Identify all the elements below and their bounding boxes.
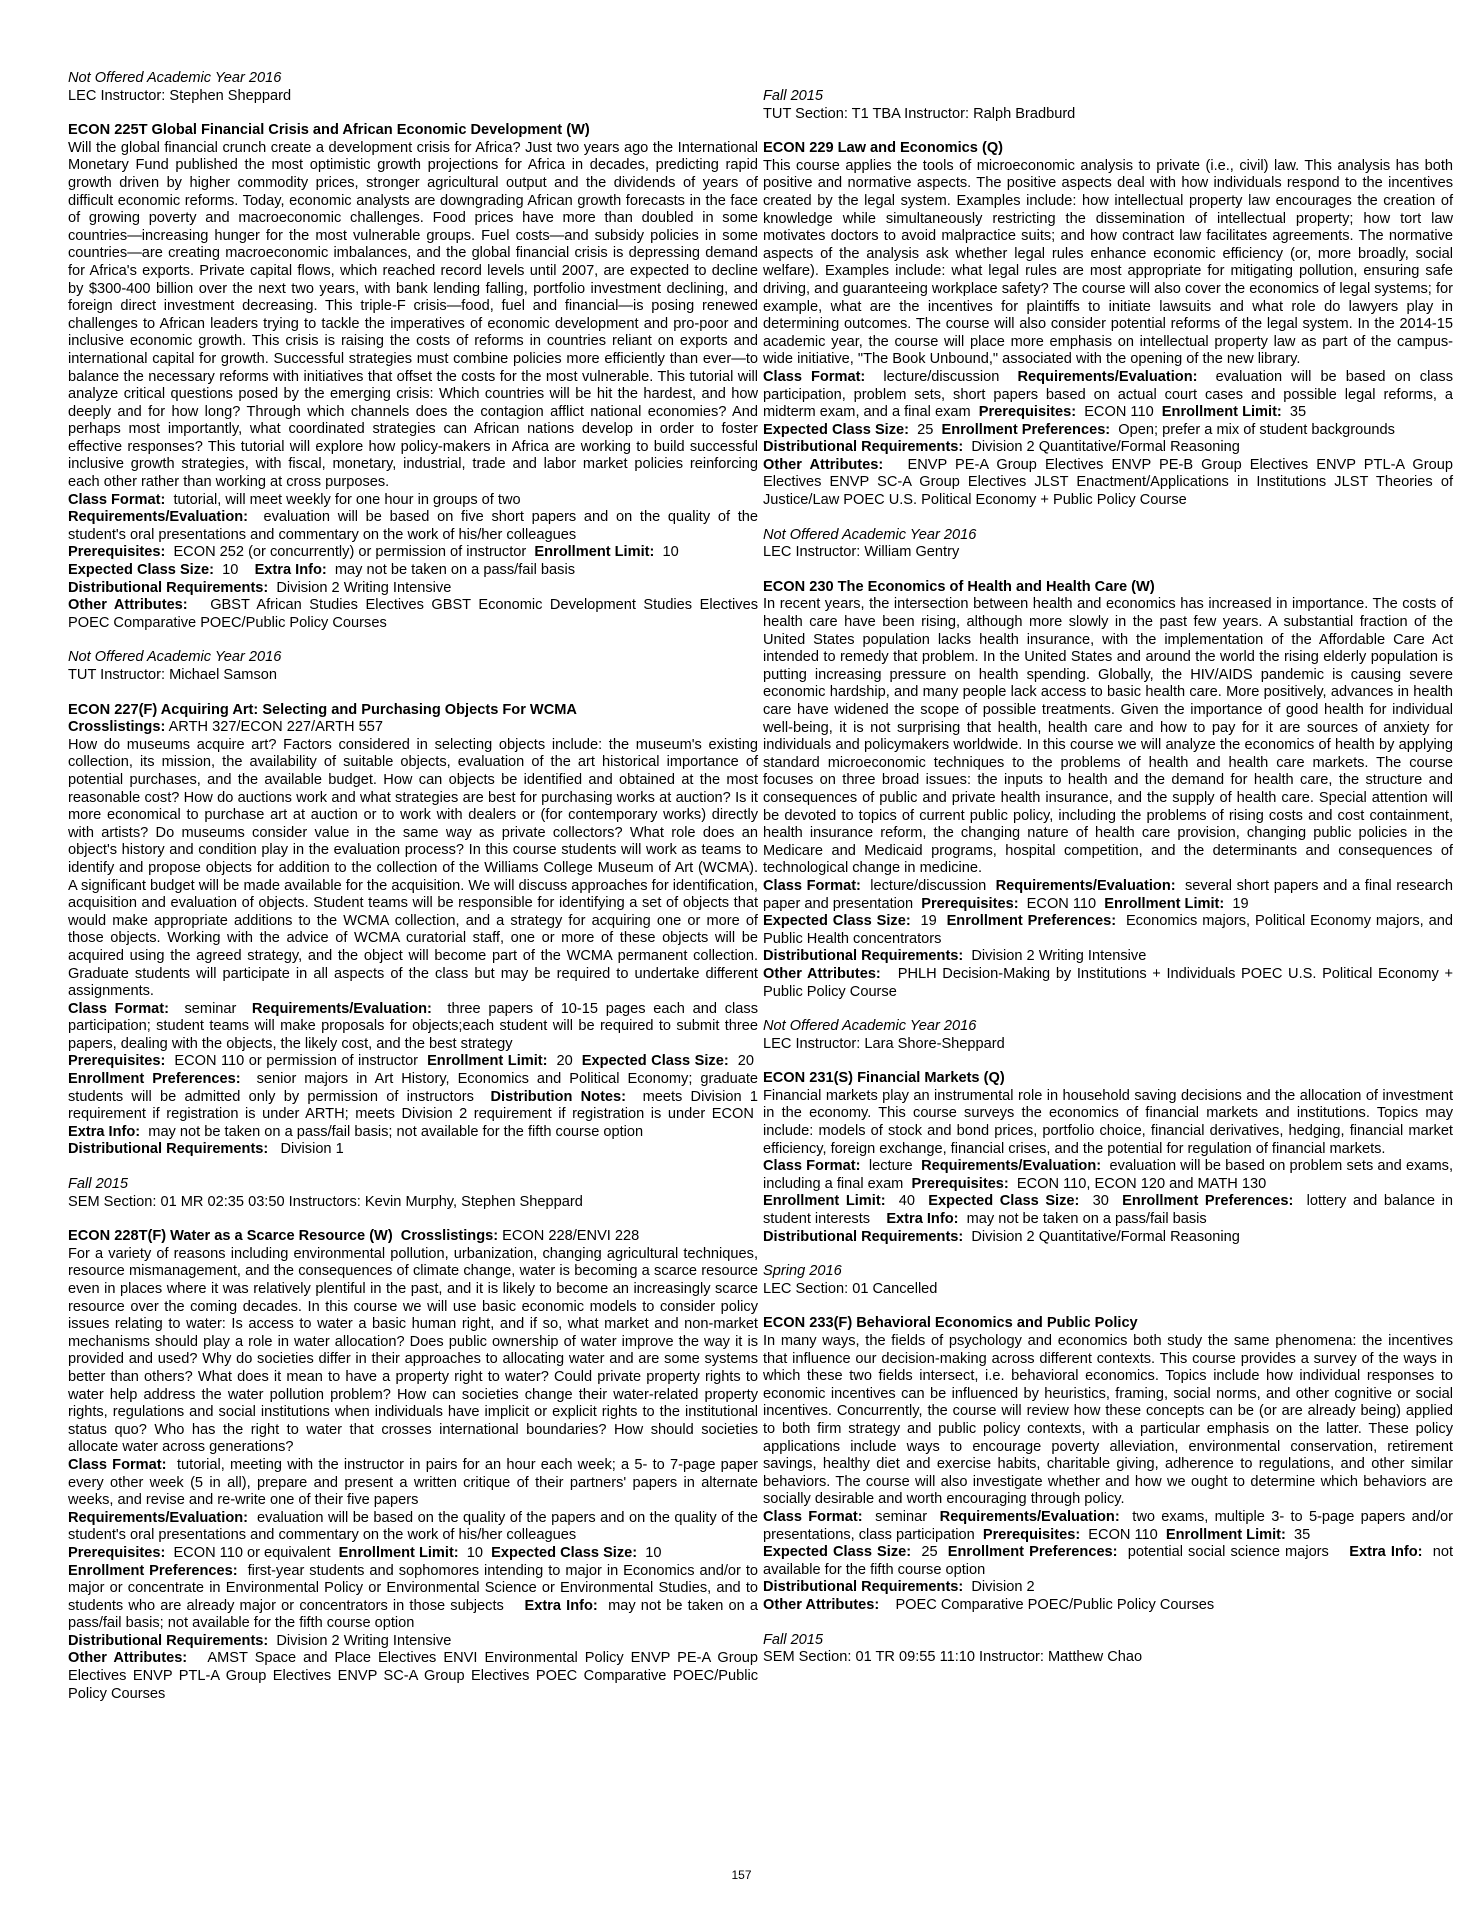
field-value: AMST Space and Place Electives ENVI Environmental Policy ENVP PE-A Group Electives ENVP PTL-A Group Electives ENVP SC-A Group Electives POEC Comparative POEC/Public Policy Courses: [68, 1650, 758, 1702]
field-label: Enrollment Preferences:: [946, 913, 1117, 930]
field-value: evaluation will be based on problem sets and exams, including a final exam: [763, 1158, 1454, 1192]
field-label: Class Format:: [763, 368, 866, 385]
course-title: ECON 233(F) Behavioral Economics and Public Policy: [763, 1315, 1138, 1332]
section-info: LEC Instructor: Lara Shore-Sheppard: [763, 1035, 1005, 1052]
attributes-row: [763, 457, 1453, 510]
field-label: Requirements/Evaluation:: [1017, 368, 1198, 385]
section-info: LEC Instructor: Stephen Sheppard: [68, 87, 292, 104]
field-label: Enrollment Limit:: [763, 1193, 886, 1210]
course-description: In many ways, the fields of psychology and economics both study the same phenomena: the incentives that influence our decision-making across different contexts. This course provides a survey of the ways in which these two fields intersect, i.e. behavioral economics. Topics include how individual responses to economic incentives can be influenced by heuristics, framing, social norms, and other cognitive or social incentives. Concurrently, the course will review how these concepts can be (or are already being) applied to both firm strategy and public policy contexts, with a particular emphasis on the latter. These policy applications include ways to encourage poverty alleviation, environmental conservation, retirement savings, healthy diet and exercise habits, charitable giving, adherence to regulations, and other similar behaviors. The course will also investigate whether and how we ought to determine which behaviors are socially desirable and worth encouraging through policy.: [763, 1333, 1453, 1508]
term-label: Fall 2015: [763, 1631, 824, 1648]
course-econ-233: [763, 1315, 1453, 1666]
field-value: may not be taken on a pass/fail basis: [966, 1211, 1207, 1228]
term-label: Not Offered Academic Year 2016: [68, 649, 282, 666]
field-label: Enrollment Limit:: [338, 1544, 459, 1561]
field-label: Extra Info:: [1349, 1544, 1423, 1561]
field-value: 20: [556, 1053, 573, 1070]
field-value: seminar: [184, 1000, 237, 1017]
field-label: Class Format:: [68, 1000, 170, 1017]
field-value: 10: [466, 1544, 484, 1561]
course-title: ECON 231(S) Financial Markets (Q): [763, 1070, 1005, 1087]
course-description: How do museums acquire art? Factors considered in selecting objects include: the museum's existing collection, its mission, the availability of suitable objects, evaluation of the art historical importance of potential purchases, and the available budget. How can objects be identified and obtained at the most reasonable cost? How do auctions work and what strategies are best for purchasing works at auction? Is it more economical to purchase art at auction or to work with dealers or (for contemporary works) directly with artists? Do museums consider value in the same way as private collectors? What role does an object's history and condition play in the evaluation process? In this course students will work as teams to identify and propose objects for addition to the collection of the Williams College Museum of Art (WCMA). A significant budget will be made available for the acquisition. We will discuss approaches for identification, acquisition and evaluation of objects. Student teams will be responsible for identifying a set of objects that would make appropriate additions to the WCMA collection, and a strategy for acquiring one or more of those objects. Working with the advice of WCMA curatorial staff, one or more of these objects will be acquired using the agreed strategy, and the object will become part of the WCMA permanent collection. Graduate students will participate in all aspects of the class but may be required to undertake different assignments.: [68, 736, 758, 1000]
course-details: [68, 1510, 758, 1633]
field-value: lottery and balance in student interests: [763, 1193, 1454, 1228]
field-label: Distributional Requirements:: [763, 1579, 964, 1596]
section-info: SEM Section: 01 MR 02:35 03:50 Instructors: Kevin Murphy, Stephen Sheppard: [68, 1193, 583, 1210]
field-value: ECON 110: [1026, 895, 1097, 912]
section-info: TUT Section: T1 TBA Instructor: Ralph Bradburd: [763, 105, 1076, 122]
course-title-row: [68, 1228, 758, 1246]
field-label: Requirements/Evaluation:: [995, 877, 1176, 894]
page-number: 157: [731, 1868, 752, 1882]
term-label: Not Offered Academic Year 2016: [763, 526, 977, 543]
course-description: Financial markets play an instrumental role in household saving decisions and the allocation of investment in the economy. This course surveys the economics of financial markets and institutions. Topics may include: models of stock and bond prices, portfolio choice, financial derivatives, hedging, financial market efficiency, foreign exchange, financial crises, and the potential for regulation of financial markets.: [763, 1087, 1453, 1157]
attributes-row: [68, 597, 758, 632]
distribution-row: [68, 580, 758, 598]
field-value: evaluation will be based on the quality of the papers and on the quality of the student's oral presentations and commentary on the work of his/her colleagues: [68, 1509, 759, 1544]
field-value: three papers of 10-15 pages each and class participation; student teams will make proposals for objects;each student will be required to submit three papers, dealing with the objects, the likely cost, and the best strategy: [68, 1000, 758, 1052]
attributes-row: [68, 1650, 758, 1703]
field-value: ECON 110: [1084, 404, 1154, 421]
field-value: may not be taken on a pass/fail basis; not available for the fifth course option: [68, 1597, 759, 1632]
field-label: Other Attributes:: [763, 456, 884, 473]
field-value: 40: [898, 1193, 916, 1210]
attributes-row: [763, 1597, 1453, 1615]
field-label: Requirements/Evaluation:: [68, 1509, 249, 1526]
field-label: Other Attributes:: [68, 1650, 188, 1667]
field-label: Enrollment Preferences:: [68, 1562, 238, 1579]
term-label: Fall 2015: [68, 1176, 129, 1193]
field-value: 19: [920, 913, 937, 930]
field-value: 35: [1294, 1526, 1311, 1543]
field-label: Prerequisites:: [68, 1053, 166, 1070]
field-value: Division 2 Writing Intensive: [276, 579, 452, 596]
field-value: evaluation will be based on five short papers and on the quality of the student's oral presentations and commentary on the work of his/her colleagues: [68, 509, 758, 543]
field-label: Expected Class Size:: [928, 1193, 1080, 1210]
field-label: Distributional Requirements:: [763, 948, 964, 965]
field-value: may not be taken on a pass/fail basis; not available for the fifth course option: [148, 1123, 644, 1140]
field-label: Other Attributes:: [763, 965, 881, 982]
field-label: Requirements/Evaluation:: [68, 509, 249, 526]
field-value: 10: [645, 1544, 662, 1561]
requirements-row: [68, 509, 758, 544]
field-value: may not be taken on a pass/fail basis: [334, 562, 575, 579]
right-column: [763, 88, 1453, 1667]
class-format-row: [68, 492, 758, 510]
field-value: lecture/discussion: [883, 368, 1000, 385]
course-title: ECON 228T(F) Water as a Scarce Resource (W): [68, 1228, 393, 1245]
field-label: Enrollment Preferences:: [68, 1071, 241, 1088]
course-econ-227: [68, 702, 758, 1212]
field-label: Enrollment Preferences:: [1122, 1193, 1294, 1210]
field-label: Expected Class Size:: [491, 1544, 638, 1561]
field-label: Class Format:: [763, 1508, 863, 1525]
field-value: Division 1: [280, 1141, 344, 1158]
course-description: This course applies the tools of microeconomic analysis to private (i.e., civil) law. This analysis has both positive and normative aspects. The positive aspects deal with how individuals respond to the incentives created by the legal system. Examples include: how intellectual property law encourages the creation of knowledge while simultaneously restricting the dissemination of intellectual property; how tort law motivates doctors to avoid malpractice suits; and how contract law facilitates agreements. The normative aspects of the analysis ask whether legal rules enhance economic efficiency (or, more broadly, social welfare). Examples include: what legal rules are most appropriate for mitigating pollution, ensuring safe driving, and guaranteeing workplace safety? The course will also cover the economics of legal systems; for example, what are the incentives for plaintiffs to initiate lawsuits and what role do lawyers play in determining outcomes. The course will also consider potential reforms of the legal system. In the 2014-15 academic year, the course will place more emphasis on intellectual property law as part of the campus-wide initiative, "The Book Unbound," associated with the opening of the new library.: [763, 157, 1453, 368]
course-title: ECON 227(F) Acquiring Art: Selecting and Purchasing Objects For WCMA: [68, 701, 577, 718]
field-label: Enrollment Limit:: [534, 544, 655, 561]
field-value: 19: [1232, 895, 1249, 912]
field-label: Distributional Requirements:: [68, 1632, 269, 1649]
field-value: Division 2 Quantitative/Formal Reasoning: [971, 439, 1240, 456]
field-value: first-year students and sophomores intending to major in Economics and/or to major or concentrate in Environmental Policy or Environmental Science or Environmental Studies, and to students who are already major or concentrators in those subjects: [68, 1562, 759, 1614]
course-econ-225t: [68, 122, 758, 684]
field-label: Enrollment Preferences:: [941, 421, 1111, 438]
field-label: Prerequisites:: [68, 544, 166, 561]
field-value: 35: [1289, 404, 1307, 421]
field-value: ECON 110, ECON 120 and MATH 130: [1016, 1175, 1267, 1192]
field-label: Expected Class Size:: [763, 421, 910, 438]
section-info: LEC Instructor: William Gentry: [763, 544, 960, 561]
field-label: Prerequisites:: [911, 1175, 1009, 1192]
distribution-row: [68, 1141, 758, 1159]
field-label: Class Format:: [68, 491, 166, 508]
field-label: Enrollment Preferences:: [947, 1544, 1118, 1561]
field-value: GBST African Studies Electives GBST Economic Development Studies Electives POEC Comparative POEC/Public Policy Courses: [68, 597, 758, 631]
field-value: Open; prefer a mix of student backgrounds: [1118, 421, 1395, 438]
field-value: PHLH Decision-Making by Institutions + Individuals POEC U.S. Political Economy + Public Policy Course: [763, 965, 1453, 1000]
distribution-row: [763, 948, 1453, 966]
field-value: tutorial, will meet weekly for one hour in groups of two: [173, 491, 521, 508]
section-info: LEC Section: 01 Cancelled: [763, 1280, 938, 1297]
course-econ-228t: [68, 1228, 758, 1703]
field-value: ECON 110 or equivalent: [173, 1544, 331, 1561]
course-title: ECON 230 The Economics of Health and Health Care (W): [763, 578, 1155, 595]
field-label: Distributional Requirements:: [68, 579, 269, 596]
field-label: Crosslistings:: [68, 719, 166, 736]
field-label: Prerequisites:: [982, 1526, 1081, 1543]
field-label: Distributional Requirements:: [763, 439, 964, 456]
field-value: Economics majors, Political Economy majors, and Public Health concentrators: [763, 913, 1453, 947]
prerequisites-row: [68, 544, 758, 562]
section-info: SEM Section: 01 TR 09:55 11:10 Instructor: Matthew Chao: [763, 1649, 1143, 1666]
field-value: seminar: [875, 1508, 928, 1525]
field-label: Enrollment Limit:: [1161, 404, 1282, 421]
field-label: Prerequisites:: [921, 895, 1019, 912]
field-value: tutorial, meeting with the instructor in pairs for an hour each week; a 5- to 7-page paper every other week (5 in all), prepare and present a written critique of their partners' papers in alternate weeks, and revise and re-write one of their five papers: [68, 1456, 758, 1509]
field-label: Requirements/Evaluation:: [251, 1000, 432, 1017]
field-label: Class Format:: [68, 1456, 167, 1473]
field-value: POEC Comparative POEC/Public Policy Courses: [895, 1596, 1215, 1613]
field-label: Expected Class Size:: [68, 562, 215, 579]
field-label: Enrollment Limit:: [1104, 895, 1225, 912]
field-value: ENVP PE-A Group Electives ENVP PE-B Group Electives ENVP PTL-A Group Electives ENVP SC-A Group Electives JLST Enactment/Applications in Institutions JLST Theories of Justice/Law POEC U.S. Political Economy + Public Policy Course: [763, 456, 1453, 509]
field-value: evaluation will be based on class participation, problem sets, short papers based on actual court cases and possible legal reforms, a midterm exam, and a final exam: [763, 368, 1454, 421]
field-label: Other Attributes:: [68, 597, 188, 614]
field-label: Requirements/Evaluation:: [921, 1158, 1102, 1175]
field-label: Expected Class Size:: [581, 1053, 729, 1070]
field-value: 20: [737, 1053, 754, 1070]
course-econ-231: [763, 1070, 1453, 1298]
term-label: Fall 2015: [763, 88, 824, 104]
field-value: 30: [1092, 1193, 1109, 1210]
section-info: TUT Instructor: Michael Samson: [68, 667, 277, 683]
course-details: [763, 878, 1453, 948]
field-value: Division 2 Writing Intensive: [971, 948, 1147, 965]
field-value: not available for the fifth course option: [763, 1544, 1454, 1578]
field-value: 25: [917, 421, 934, 438]
course-description: For a variety of reasons including environmental pollution, urbanization, changing agricultural techniques, resource mismanagement, and the consequences of climate change, water is becoming a scarce resource even in places where it was relatively plentiful in the past, and it is likely to become an increasingly scarce resource over the coming decades. In this course we will use basic economic models to consider policy issues relating to water: Is access to water a basic human right, and if so, what market and non-market mechanisms should play a role in water allocation? Does public ownership of water improve the way it is provided and used? Why do societies differ in their approaches to allocating water and are some systems better than others? What does it mean to have a property right to water? Could private property rights to water help address the water pollution problem? How can societies change their water-related property rights, regulations and social institutions when individuals have implicit or explicit rights to the institutional status quo? Who has the right to water that crosses international boundaries? How should societies allocate water across generations?: [68, 1245, 758, 1456]
term-label: Not Offered Academic Year 2016: [68, 70, 282, 86]
left-column: [68, 70, 758, 1703]
field-label: Requirements/Evaluation:: [939, 1508, 1120, 1525]
term-label: Not Offered Academic Year 2016: [763, 1018, 977, 1035]
field-value: lecture/discussion: [870, 877, 987, 894]
distribution-row: [763, 1229, 1453, 1247]
field-label: Prerequisites:: [68, 1544, 166, 1561]
field-value: ECON 228/ENVI 228: [502, 1228, 640, 1245]
distribution-row: [763, 1579, 1453, 1597]
class-format-row: [68, 1457, 758, 1510]
class-size-row: [68, 562, 758, 580]
field-label: Enrollment Limit:: [427, 1053, 548, 1070]
field-label: Distributional Requirements:: [68, 1141, 269, 1158]
term-label: Spring 2016: [763, 1263, 842, 1280]
distribution-row: [763, 439, 1453, 457]
field-value: ARTH 327/ECON 227/ARTH 557: [168, 719, 383, 736]
attributes-row: [763, 966, 1453, 1001]
field-label: Expected Class Size:: [763, 913, 911, 930]
field-value: potential social science majors: [1127, 1544, 1329, 1561]
course-description: Will the global financial crunch create a development crisis for Africa? Just two years ago the International Monetary Fund published the most optimistic growth projections for Africa in decades, predicting rapid growth driven by higher commodity prices, stronger agricultural output and the dividends of years of difficult economic reforms. Today, economic analysts are downgrading African growth forecasts in the face of growing poverty and macroeconomic challenges. Food prices have more than doubled in some countries—increasing hunger for the most vulnerable groups. Fuel costs—and subsidy policies in some countries—are creating macroeconomic imbalances, and the global financial crisis is depressing demand for Africa's exports. Private capital flows, which reached record levels until 2007, are expected to decline by $300-400 billion over the next two years, with bank lending falling, portfolio investment declining, and foreign direct investment decreasing. This triple-F crisis—food, fuel and financial—is posing renewed challenges to African leaders trying to tackle the imperatives of economic development and pro-poor and inclusive economic growth. This crisis is raising the costs of reforms in countries reliant on exports and international capital for growth. Successful strategies must combine policies more efficiently than ever—to balance the necessary reforms with initiatives that offset the costs for the most vulnerable. This tutorial will analyze critical questions posed by the emerging crisis: Which countries will be hit the hardest, and how deeply and for how long? Through which channels does the contagion afflict national economies? And perhaps most importantly, what coordinated strategies can African nations develop in order to foster effective responses? This tutorial will explore how policy-makers in Africa are working to build successful inclusive growth strategies, with fiscal, monetary, industrial, trade and labor market policies reinforcing each other rather than working at cross purposes.: [68, 139, 758, 491]
field-value: 10: [662, 544, 679, 561]
course-title: ECON 229 Law and Economics (Q): [763, 140, 1004, 157]
field-value: ECON 252 (or concurrently) or permission of instructor: [173, 544, 527, 561]
field-value: lecture: [868, 1158, 913, 1175]
field-label: Expected Class Size:: [763, 1544, 912, 1561]
course-details: [763, 369, 1453, 439]
field-value: meets Division 1 requirement if registration is under ARTH; meets Division 2 requirement if registration is under ECON: [68, 1088, 759, 1123]
field-value: several short papers and a final research paper and presentation: [763, 877, 1454, 912]
field-label: Extra Info:: [524, 1597, 598, 1614]
distribution-row: [68, 1633, 758, 1651]
field-label: Other Attributes:: [763, 1596, 880, 1613]
field-label: Prerequisites:: [978, 404, 1077, 421]
field-label: Extra Info:: [68, 1123, 141, 1140]
field-value: ECON 110: [1088, 1526, 1158, 1543]
course-title: ECON 225T Global Financial Crisis and African Economic Development (W): [68, 122, 590, 139]
field-value: 10: [222, 562, 239, 579]
course-description: In recent years, the intersection between health and economics has increased in importance. The costs of health care have been rising, although more slowly in the past few years. A substantial fraction of the United States population lacks health insurance, with the implementation of the Affordable Care Act intended to remedy that problem. In the United States and around the world the rising elderly population is putting increasing pressure on health spending. Globally, the HIV/AIDS pandemic is causing severe economic hardship, and many people lack access to basic health care. More positively, advances in health care have widened the scope of possible treatments. Given the importance of good health for individual well-being, it is not surprising that health, health care and how to pay for it are sources of anxiety for individuals and policymakers worldwide. In this course we will analyze the economics of health by applying standard microeconomic techniques to the problems of health and health care markets. The course focuses on three broad issues: the inputs to health and the demand for health care, the structure and consequences of public and private health insurance, and the supply of health care. Special attention will be devoted to topics of current public policy, including the problems of rising costs and cost containment, health insurance reform, the changing nature of health care provision, changing public policies in the Medicare and Medicaid programs, hospital competition, and the determinants and consequences of technological change in medicine.: [763, 596, 1453, 877]
field-label: Distribution Notes:: [490, 1088, 627, 1105]
field-value: Division 2 Quantitative/Formal Reasoning: [971, 1228, 1240, 1245]
field-value: Division 2 Writing Intensive: [276, 1632, 452, 1649]
field-label: Extra Info:: [886, 1211, 959, 1228]
field-value: Division 2: [971, 1579, 1035, 1596]
field-label: Enrollment Limit:: [1165, 1526, 1286, 1543]
course-details: [68, 1001, 758, 1142]
field-label: Class Format:: [763, 877, 861, 894]
course-details: [763, 1509, 1453, 1579]
field-label: Extra Info:: [254, 562, 327, 579]
field-value: two exams, multiple 3- to 5-page papers and/or presentations, class participation: [763, 1508, 1453, 1543]
field-value: ECON 110 or permission of instructor: [174, 1053, 419, 1070]
field-value: 25: [921, 1544, 938, 1561]
field-label: Class Format:: [763, 1158, 861, 1175]
crosslistings-row: [68, 719, 758, 737]
field-value: senior majors in Art History, Economics and Political Economy; graduate students will be admitted only by permission of instructors: [68, 1071, 758, 1105]
course-details: [763, 1158, 1453, 1228]
field-label: Distributional Requirements:: [763, 1228, 964, 1245]
course-econ-229: [763, 140, 1453, 562]
field-label: Crosslistings:: [400, 1228, 499, 1245]
course-econ-230: [763, 579, 1453, 1053]
